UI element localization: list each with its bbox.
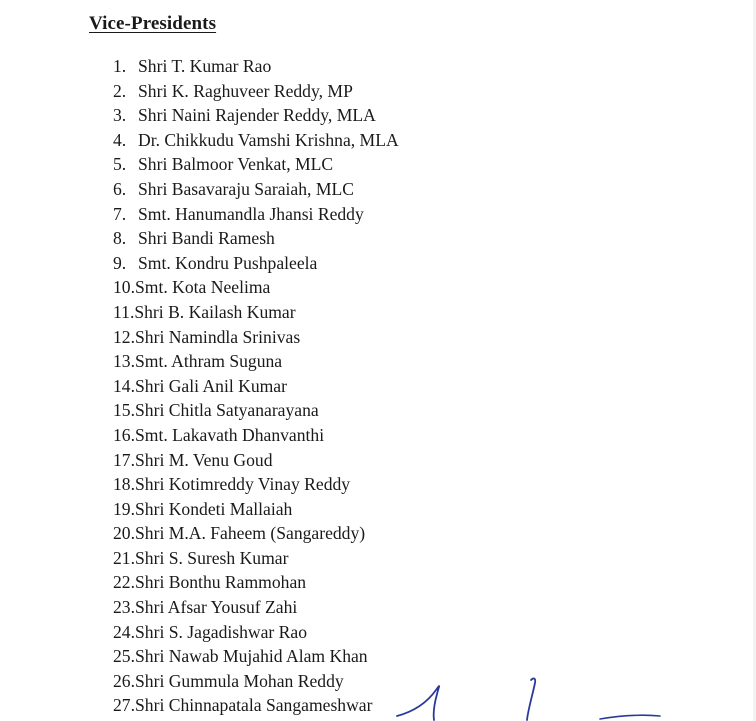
list-item bbox=[113, 398, 399, 423]
item-number: 27. bbox=[113, 695, 135, 716]
member-name: Shri S. Suresh Kumar bbox=[135, 547, 289, 568]
list-item bbox=[113, 226, 399, 251]
signature-stroke bbox=[600, 715, 660, 719]
item-number: 11. bbox=[113, 301, 135, 322]
list-item bbox=[113, 275, 399, 300]
item-number: 4. bbox=[113, 129, 127, 150]
member-name: Dr. Chikkudu Vamshi Krishna, MLA bbox=[138, 129, 399, 150]
list-item bbox=[113, 669, 399, 694]
member-name: Shri Bonthu Rammohan bbox=[135, 572, 307, 593]
list-item bbox=[113, 177, 399, 202]
item-number: 6. bbox=[113, 178, 127, 199]
item-number: 22. bbox=[113, 572, 135, 593]
item-number: 10. bbox=[113, 277, 135, 298]
list-item bbox=[113, 103, 399, 128]
list-item bbox=[113, 595, 399, 620]
member-name: Shri Balmoor Venkat, MLC bbox=[138, 154, 334, 175]
list-item bbox=[113, 54, 399, 79]
member-name: Shri Gali Anil Kumar bbox=[135, 375, 287, 396]
member-name: Shri M. Venu Goud bbox=[135, 449, 273, 470]
item-number: 12. bbox=[113, 326, 135, 347]
signature-stroke bbox=[527, 678, 535, 720]
item-number: 15. bbox=[113, 400, 135, 421]
list-item bbox=[113, 300, 399, 325]
member-name: Shri Afsar Yousuf Zahi bbox=[135, 597, 298, 618]
list-item bbox=[113, 349, 399, 374]
list-item bbox=[113, 521, 399, 546]
member-name: Shri Basavaraju Saraiah, MLC bbox=[138, 178, 354, 199]
member-name: Shri T. Kumar Rao bbox=[138, 56, 272, 76]
list-item bbox=[113, 620, 399, 645]
item-number: 18. bbox=[113, 474, 135, 495]
item-number: 8. bbox=[113, 228, 127, 249]
member-name: Smt. Lakavath Dhanvanthi bbox=[135, 424, 325, 445]
member-name: Shri Namindla Srinivas bbox=[135, 326, 301, 347]
item-number: 26. bbox=[113, 670, 135, 691]
list-item bbox=[113, 374, 399, 399]
item-number: 14. bbox=[113, 375, 135, 396]
member-name: Shri Kotimreddy Vinay Reddy bbox=[135, 474, 351, 495]
list-item bbox=[113, 472, 399, 497]
list-item bbox=[113, 423, 399, 448]
list-item bbox=[113, 644, 399, 669]
member-name: Shri S. Jagadishwar Rao bbox=[135, 621, 308, 642]
list-item bbox=[113, 570, 399, 595]
list-item bbox=[113, 448, 399, 473]
list-item bbox=[113, 251, 399, 276]
member-name: Shri K. Raghuveer Reddy, MP bbox=[138, 80, 353, 101]
item-number: 16. bbox=[113, 424, 135, 445]
list-item bbox=[113, 693, 399, 718]
vice-presidents-list bbox=[113, 54, 399, 718]
list-item bbox=[113, 325, 399, 350]
list-item bbox=[113, 79, 399, 104]
item-number: 5. bbox=[113, 154, 127, 175]
member-name: Shri B. Kailash Kumar bbox=[134, 301, 296, 322]
signature-stroke bbox=[397, 686, 439, 720]
item-number: 17. bbox=[113, 449, 135, 470]
item-number: 25. bbox=[113, 646, 135, 667]
member-name: Smt. Athram Suguna bbox=[135, 351, 283, 372]
member-name: Smt. Kondru Pushpaleela bbox=[138, 252, 318, 273]
item-number: 20. bbox=[113, 523, 135, 544]
item-number: 24. bbox=[113, 621, 135, 642]
member-name: Shri Bandi Ramesh bbox=[138, 228, 275, 249]
section-heading: Vice-Presidents bbox=[89, 13, 217, 34]
list-item bbox=[113, 546, 399, 571]
item-number: 19. bbox=[113, 498, 135, 519]
list-item bbox=[113, 152, 399, 177]
item-number: 1. bbox=[113, 56, 127, 76]
member-name: Shri M.A. Faheem (Sangareddy) bbox=[135, 523, 366, 544]
member-name: Shri Chinnapatala Sangameshwar bbox=[135, 695, 373, 716]
item-number: 2. bbox=[113, 80, 127, 101]
list-item bbox=[113, 202, 399, 227]
list-item bbox=[113, 128, 399, 153]
item-number: 13. bbox=[113, 351, 135, 372]
member-name: Shri Kondeti Mallaiah bbox=[135, 498, 293, 519]
member-name: Shri Nawab Mujahid Alam Khan bbox=[135, 646, 368, 667]
member-name: Shri Gummula Mohan Reddy bbox=[135, 670, 344, 691]
member-name: Smt. Kota Neelima bbox=[135, 277, 271, 298]
member-name: Smt. Hanumandla Jhansi Reddy bbox=[138, 203, 364, 224]
item-number: 7. bbox=[113, 203, 127, 224]
item-number: 9. bbox=[113, 252, 127, 273]
list-item bbox=[113, 497, 399, 522]
member-name: Shri Chitla Satyanarayana bbox=[135, 400, 319, 421]
member-name: Shri Naini Rajender Reddy, MLA bbox=[138, 105, 376, 126]
item-number: 21. bbox=[113, 547, 135, 568]
item-number: 23. bbox=[113, 597, 135, 618]
item-number: 3. bbox=[113, 105, 127, 126]
